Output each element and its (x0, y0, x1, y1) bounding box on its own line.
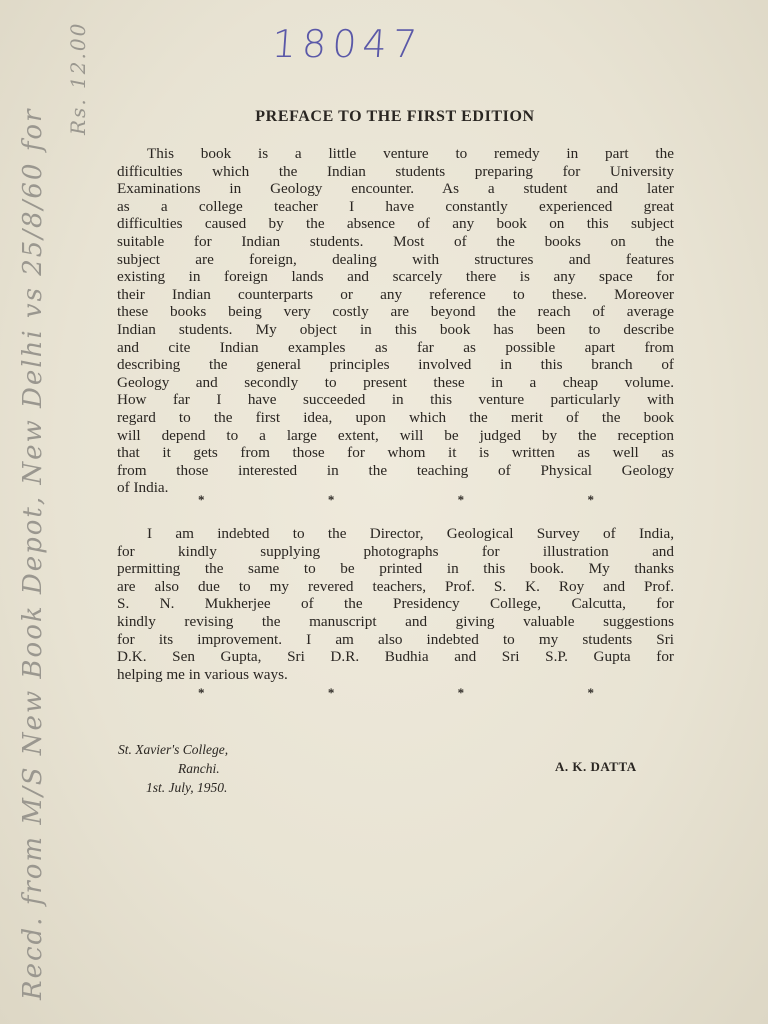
paragraph-line: and cite Indian examples as far as possible apart from (117, 338, 674, 356)
paragraph-line: difficulties which the Indian students preparing for University (117, 162, 674, 180)
paragraph-line: Examinations in Geology encounter. As a student and later (117, 180, 674, 198)
signature-place-date (118, 740, 228, 797)
paragraph-line: from those interested in the teaching of Physical Geology (117, 461, 674, 479)
paragraph-line: helping me in various ways. (117, 665, 288, 683)
paragraph-line: describing the general principles involved in this branch of (117, 356, 674, 374)
paragraph-line: these books being very costly are beyond the reach of average (117, 303, 674, 321)
separator-star: * (587, 685, 594, 700)
signature-college: St. Xavier's College, (118, 742, 229, 757)
paragraph-line: will depend to a large extent, will be judged by the reception (117, 426, 674, 444)
signature-author: A. K. DATTA (555, 759, 637, 774)
paragraph-line: subject are foreign, dealing with structures and features (117, 250, 674, 268)
separator-star: * (457, 685, 465, 700)
handwritten-margin-price: Rs. 12.00 (66, 21, 90, 135)
paragraph-line: I am indebted to the Director, Geological Survey of India, (147, 525, 674, 542)
preface-paragraph-1 (117, 145, 674, 497)
paragraph-line: for kindly supplying photographs for illustration and (117, 542, 674, 560)
handwritten-catalog-number: 18047 (270, 22, 425, 66)
paragraph-line: This book is a little venture to remedy in part the (147, 145, 674, 162)
paragraph-line: existing in foreign lands and scarcely there is any space for (117, 268, 674, 286)
paragraph-line: of India. (117, 479, 169, 497)
separator-stars-2 (198, 685, 594, 701)
signature-date: 1st. July, 1950. (146, 780, 228, 795)
preface-title: PREFACE TO THE FIRST EDITION (255, 108, 535, 125)
paragraph-line: permitting the same to be printed in this book. My thanks (117, 560, 674, 578)
paragraph-line: difficulties caused by the absence of any book on this subject (117, 215, 674, 233)
separator-star: * (587, 492, 594, 507)
paragraph-line: D.K. Sen Gupta, Sri D.R. Budhia and Sri S.P. Gupta for (117, 648, 674, 666)
signature-city: Ranchi. (178, 761, 220, 776)
handwritten-margin-note: Recd. from M/S New Book Depot, New Delhi vs 25/8/60 for (18, 107, 48, 1000)
paragraph-line: S. N. Mukherjee of the Presidency College, Calcutta, for (117, 595, 674, 613)
separator-stars-1 (198, 492, 594, 508)
separator-star: * (198, 492, 205, 507)
paragraph-line: How far I have succeeded in this venture particularly with (117, 391, 674, 409)
paragraph-line: Indian students. My object in this book has been to describe (117, 320, 674, 338)
paragraph-line: their Indian counterparts or any reference to these. Moreover (117, 285, 674, 303)
paragraph-line: for its improvement. I am also indebted to my students Sri (117, 630, 674, 648)
separator-star: * (327, 492, 335, 507)
preface-paragraph-2 (117, 525, 674, 683)
separator-star: * (327, 685, 335, 700)
paragraph-line: that it gets from those for whom it is written as well as (117, 444, 674, 462)
paragraph-line: Geology and secondly to present these in a cheap volume. (117, 373, 674, 391)
separator-star: * (457, 492, 465, 507)
paragraph-line: kindly revising the manuscript and giving valuable suggestions (117, 612, 674, 630)
paragraph-line: as a college teacher I have constantly experienced great (117, 197, 674, 215)
separator-star: * (198, 685, 205, 700)
paragraph-line: suitable for Indian students. Most of the books on the (117, 232, 674, 250)
paragraph-line: regard to the first idea, upon which the merit of the book (117, 408, 674, 426)
paragraph-line: are also due to my revered teachers, Prof. S. K. Roy and Prof. (117, 577, 674, 595)
